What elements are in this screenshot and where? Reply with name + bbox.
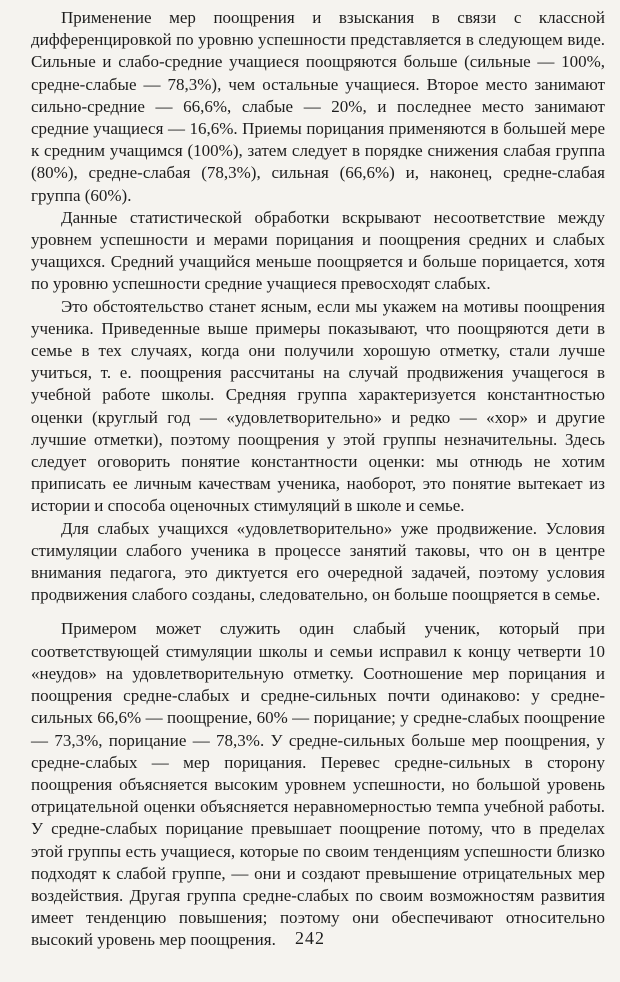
body-text [31,7,605,952]
paragraph-5: Примером может служить один слабый ученик, который при соответствующей стимуляции школы и семьи исправил к концу четверти 10 «неудов» на удовлетворительную отметку. Соотношение мер порицания и поощрения средне-слабых и средне-сильных почти одинаково: у средне-сильных 66,6% — поощрение, 60% — порицание; у средне-слабых поощрение — 73,3%, порицание — 78,3%. У средне-сильных больше мер поощрения, у средне-слабых — мер порицания. Перевес средне-сильных в сторону поощрения объясняется высоким уровнем успешности, но большой уровень отрицательной оценки объясняется неравномерностью темпа учебной работы. У средне-слабых порицание превышает поощрение потому, что в пределах этой группы есть учащиеся, которые по своим тенденциям успешности близко подходят к слабой группе, — они и создают превышение отрицательных мер воздействия. Другая группа средне-слабых по своим возможностям развития имеет тенденцию повышения; поэтому они обеспечивают относительно высокий уровень мер поощрения. [31,619,605,950]
paragraph-2: Данные статистической обработки вскрывают несоответствие между уровнем успешности и мерами порицания и поощрения средних и слабых учащихся. Средний учащийся меньше поощряется и больше порицается, хотя по уровню успешности средние учащиеся превосходят слабых. [31,207,605,294]
paragraph-3: Это обстоятельство станет ясным, если мы укажем на мотивы поощрения ученика. Приведенные выше примеры показывают, что поощряются дети в семье в тех случаях, когда они получили хорошую отметку, стали лучше учиться, т. е. поощрения рассчитаны на случай продвижения учащегося в учебной работе школы. Средняя группа характеризуется константностью оценки (круглый год — «удовлетворительно» и редко — «хор» и другие лучшие отметки), поэтому поощрения у этой группы незначительны. Здесь следует оговорить понятие константности оценки: мы отнюдь не хотим приписать ее личным качествам ученика, наоборот, это понятие вытекает из истории и способа оценочных стимуляций в школе и семье. [31,296,605,516]
paragraph-1: Применение мер поощрения и взыскания в связи с классной дифференцировкой по уровню успешности представляется в следующем виде. Сильные и слабо-средние учащиеся поощряются больше (сильные — 100%, средне-слабые — 78,3%), чем остальные учащиеся. Второе место занимают сильно-средние — 66,6%, слабые — 20%, и последнее место занимают средние учащиеся — 16,6%. Приемы порицания применяются в большей мере к средним учащимся (100%), затем следует в порядке снижения слабая группа (80%), средне-слабая (78,3%), сильная (66,6%) и, наконец, средне-слабая группа (60%). [31,8,605,205]
paragraph-4: Для слабых учащихся «удовлетворительно» уже продвижение. Условия стимуляции слабого ученика в процессе занятий таковы, что он в центре внимания педагога, это диктуется его очередной задачей, поэтому условия продвижения слабого созданы, следовательно, он больше поощряется в семье. [31,518,605,605]
page-number: 242 [295,928,325,948]
